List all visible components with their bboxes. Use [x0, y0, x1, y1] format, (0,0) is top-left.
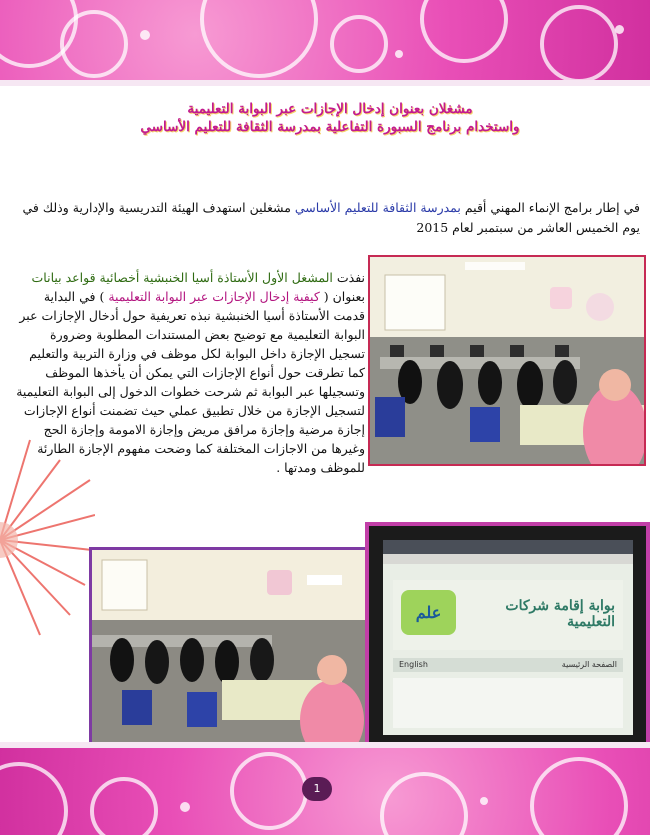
article-title [120, 100, 540, 136]
body-paragraph [15, 268, 365, 477]
portal-logo-text: علم [415, 603, 442, 622]
portal-banner: بوابة إقامة شركات التعليمية [505, 598, 615, 630]
portal-tab-english[interactable]: English [399, 660, 428, 669]
portal-screen-photo [365, 522, 650, 753]
topic-text: كيفية إدخال الإجازات عبر البوابة التعليمية [108, 289, 320, 304]
body-text-3: ) في البداية قدمت الأستاذة أسيا الخنبشية نبذه تعريفية حول أدخال الإجازات عبر البوابة التعليمية مع توضيح بعض المستندات المطلوبة وضرورة تسجيل الإجازة داخل البوابة لكل موظف في وزارة التربية والتعليم كما تطرقت حول أنواع الإجازات التي يمكن أن يأخذها الموظف وتسجيلها عبر البوابة ثم شرحت خطوات الدخول إلى البوابة التعليمية لتسجيل الإجازة من خلال تطبيق عملي حيث تضمنت أنواع الإجازات إجازة مرضية وإجازة مرافق مريض وإجازة الامومة وإجازة الحج وغيرها من الاجازات المختلفة كما وضحت مفهوم الإجازة الطارئة للموظف ومدتها . [16, 289, 365, 475]
intro-paragraph [15, 198, 640, 238]
body-text-2: بعنوان ( [319, 289, 365, 304]
title-line-1: مشغلان بعنوان إدخال الإجازات عبر البوابة التعليمية [187, 101, 473, 117]
portal-tab-home[interactable]: الصفحة الرئيسية [561, 660, 617, 669]
body-text-1: نفذت [332, 270, 365, 285]
intro-text-1: في إطار برامج الإنماء المهني أقيم [460, 200, 640, 215]
training-photo-2 [89, 547, 369, 755]
training-photo-1 [368, 255, 646, 466]
lead-text: المشغل الأول الأستاذة أسيا الخنبشية أخصائية قواعد بيانات [31, 270, 333, 285]
page-number: 1 [302, 777, 332, 801]
title-line-2: واستخدام برنامج السبورة التفاعلية بمدرسة الثقافة للتعليم الأساسي [140, 119, 520, 135]
intro-text-2: مشغلين استهدف الهيئة التدريسية والإدارية وذلك في يوم الخميس العاشر من سبتمبر لعام 2015 [22, 200, 640, 235]
header-decoration [0, 0, 650, 86]
portal-logo [401, 590, 456, 635]
school-name: بمدرسة الثقافة للتعليم الأساسي [294, 200, 461, 215]
